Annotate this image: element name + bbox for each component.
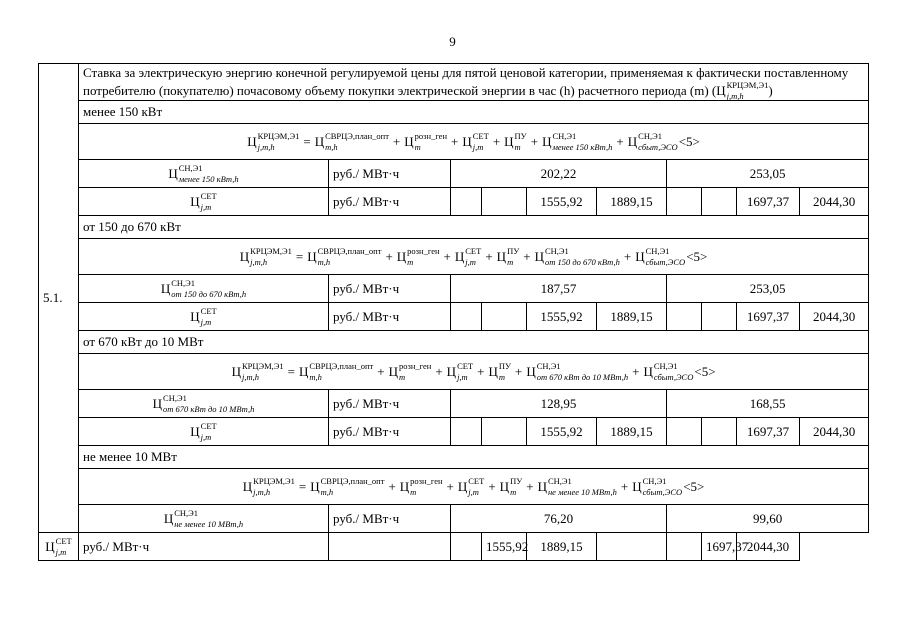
empty-cell (667, 418, 702, 446)
formula-term-4: Ц (496, 248, 507, 264)
formula-term-2: Ц (396, 248, 407, 264)
formula-term-3: Ц (454, 248, 465, 264)
formula-term-5: Ц (534, 248, 544, 264)
set-symbol-sup: СЕТ (55, 536, 72, 546)
set-value-2: 1889,15 (597, 418, 667, 446)
sn-symbol-sub: от 670 кВт до 10 МВт,h (163, 404, 255, 414)
formula-term-1-sub: m,h (317, 257, 331, 267)
set-symbol-sub: j,m (200, 317, 212, 327)
formula-term-2: Ц (399, 478, 410, 494)
formula-term-1: Ц (310, 478, 320, 494)
formula-term-6-sub: сбыт,ЭСО (645, 257, 686, 267)
formula-lhs-sub: j,m,h (250, 257, 268, 267)
formula-term-3-sup: СЕТ (457, 361, 474, 371)
formula-term-4: Ц (499, 478, 510, 494)
set-value-3: 1697,37 (737, 303, 800, 331)
formula-term-1-sub: m,h (320, 487, 334, 497)
formula-term-2-sup: розн_ген (407, 246, 440, 256)
formula-term-1-sup: СВРЦЭ,план_опт (325, 131, 389, 141)
formula-lhs-sup: КРЦЭМ,Э1 (250, 246, 292, 256)
sn-symbol (164, 509, 243, 528)
formula-term-5-sub: от 670 кВт до 10 МВт,h (536, 372, 629, 382)
sn-symbol-cell (79, 275, 329, 303)
formula-term-2-sup: розн_ген (398, 361, 432, 371)
set-value-3: 1697,37 (702, 533, 737, 561)
set-value-1: 1555,92 (527, 188, 597, 216)
set-symbol (45, 537, 71, 556)
tariff-table (38, 63, 869, 561)
formula-lhs-sup: КРЦЭМ,Э1 (257, 131, 300, 141)
empty-cell (482, 303, 527, 331)
empty-cell (667, 188, 702, 216)
empty-cell (597, 533, 667, 561)
formula-term-6-sup: СН,Э1 (638, 131, 662, 141)
formula-term-1-sub: m,h (309, 372, 322, 382)
formula-term-3: Ц (446, 363, 457, 379)
empty-cell (667, 533, 702, 561)
formula-footnote: <5> (694, 363, 716, 379)
formula-term-2: Ц (388, 363, 398, 379)
set-symbol-sub: j,m (200, 432, 212, 442)
formula-lhs-sup: КРЦЭМ,Э1 (241, 361, 284, 371)
title-symbol-sup: КРЦЭМ,Э1 (726, 80, 769, 90)
set-value-2: 1889,15 (597, 188, 667, 216)
formula-term-6-sub: сбыт,ЭСО (638, 142, 678, 152)
formula-term-1: Ц (314, 133, 325, 149)
formula-term-1-sup: СВРЦЭ,план_опт (320, 476, 385, 486)
formula-term-5-sup: СН,Э1 (547, 476, 572, 486)
sn-value-2: 99,60 (667, 505, 869, 533)
formula-term-5-sup: СН,Э1 (544, 246, 569, 256)
formula-term-3-sup: СЕТ (468, 476, 485, 486)
title-symbol-end: ) (768, 83, 773, 98)
empty-cell (451, 418, 482, 446)
sn-symbol-base: Ц (163, 510, 174, 526)
sn-symbol-base: Ц (160, 280, 171, 296)
empty-cell (702, 188, 737, 216)
unit-cell: руб./ МВт·ч (329, 275, 451, 303)
sn-symbol (168, 164, 238, 183)
section-title-symbol (712, 81, 773, 100)
formula-term-3: Ц (462, 133, 472, 149)
table-row (39, 390, 869, 418)
page-number: 9 (449, 34, 456, 49)
group-label: от 670 кВт до 10 МВт (79, 331, 869, 354)
formula-term-2-sub: m (414, 142, 421, 152)
set-value-3: 1697,37 (737, 418, 800, 446)
formula-term-4-sub: m (510, 487, 517, 497)
title-symbol-sub: j,m,h (726, 91, 744, 101)
formula-term-2-sub: m (407, 257, 414, 267)
unit-cell: руб./ МВт·ч (79, 533, 329, 561)
set-symbol (190, 422, 216, 441)
formula-term-1-sup: СВРЦЭ,план_опт (309, 361, 374, 371)
table-row (39, 160, 869, 188)
set-value-4: 2044,30 (737, 533, 800, 561)
set-value-1: 1555,92 (482, 533, 527, 561)
formula-term-5-sub: не менее 10 МВт,h (547, 487, 617, 497)
formula-term-3-sub: j,m (468, 487, 479, 497)
unit-cell: руб./ МВт·ч (329, 505, 451, 533)
empty-cell (702, 303, 737, 331)
set-symbol-cell (39, 533, 79, 561)
group-formula: Ц КРЦЭМ,Э1 j,m,h = Ц СВРЦЭ,план_опт m,h + Ц розн_ген m + Ц СЕТ j,m + Ц ПУ m + Ц СН,Э1 менее 150 кВт,h + Ц СН,Э1 сбыт,ЭСО <5> (79, 124, 869, 160)
formula-term-3-sub: j,m (465, 257, 476, 267)
sn-value-1: 128,95 (451, 390, 667, 418)
formula-term-5: Ц (526, 363, 536, 379)
table-row (39, 533, 869, 561)
set-value-4: 2044,30 (800, 188, 869, 216)
table-row (39, 418, 869, 446)
formula-term-3: Ц (457, 478, 468, 494)
empty-cell (451, 533, 482, 561)
formula-term-3-sub: j,m (472, 142, 484, 152)
set-symbol-cell (79, 188, 329, 216)
formula-lhs: Ц (231, 363, 241, 379)
formula-term-5-sup: СН,Э1 (536, 361, 561, 371)
formula-term-6: Ц (627, 133, 638, 149)
sn-value-1: 187,57 (451, 275, 667, 303)
formula-term-3-sub: j,m (457, 372, 468, 382)
formula-term-4: Ц (504, 133, 514, 149)
formula-lhs-sub: j,m,h (257, 142, 275, 152)
group-label: не менее 10 МВт (79, 446, 869, 469)
sn-value-1: 76,20 (451, 505, 667, 533)
sn-value-2: 253,05 (667, 160, 869, 188)
set-value-2: 1889,15 (597, 303, 667, 331)
group-label: менее 150 кВт (79, 101, 869, 124)
section-title-text: Ставка за электрическую энергию конечной регулируемой цены для пятой ценовой категории, применяемая к фактически поставленному потребителю (покупателю) почасовому объему покупки электрической энергии в час (h) расчетного периода (m) (83, 65, 849, 98)
sn-symbol (153, 394, 255, 413)
sn-symbol-cell (79, 160, 329, 188)
formula-term-6: Ц (632, 478, 642, 494)
formula-lhs-sub: j,m,h (241, 372, 259, 382)
formula-term-4-sup: ПУ (510, 476, 523, 486)
sn-value-2: 253,05 (667, 275, 869, 303)
sn-symbol-sup: СН,Э1 (178, 163, 203, 173)
formula-term-5-sub: менее 150 кВт,h (552, 142, 613, 152)
set-value-2: 1889,15 (527, 533, 597, 561)
set-symbol-cell (79, 418, 329, 446)
set-value-1: 1555,92 (527, 303, 597, 331)
formula-footnote: <5> (678, 133, 700, 149)
table-row (39, 505, 869, 533)
table-row (39, 303, 869, 331)
formula-term-4: Ц (488, 363, 498, 379)
set-symbol (190, 307, 216, 326)
set-symbol-cell (79, 303, 329, 331)
empty-cell (329, 533, 451, 561)
empty-cell (667, 303, 702, 331)
group-formula: Ц КРЦЭМ,Э1 j,m,h = Ц СВРЦЭ,план_опт m,h + Ц розн_ген m + Ц СЕТ j,m + Ц ПУ m + Ц СН,Э1 от 670 кВт до 10 МВт,h + Ц СН,Э1 сбыт,ЭСО <5> (79, 354, 869, 390)
formula-term-6-sup: СН,Э1 (645, 246, 670, 256)
formula-term-4-sub: m (514, 142, 521, 152)
set-symbol (190, 192, 216, 211)
formula-lhs-sup: КРЦЭМ,Э1 (253, 476, 295, 486)
sn-value-1: 202,22 (451, 160, 667, 188)
table-row (39, 275, 869, 303)
formula-footnote: <5> (686, 248, 708, 264)
formula-lhs-sub: j,m,h (253, 487, 271, 497)
sn-symbol-cell (79, 390, 329, 418)
sn-symbol-sub: от 150 до 670 кВт,h (171, 289, 247, 299)
formula-term-2: Ц (404, 133, 414, 149)
formula-term-5-sup: СН,Э1 (552, 131, 577, 141)
table-row (39, 188, 869, 216)
group-label: от 150 до 670 кВт (79, 216, 869, 239)
formula-term-6-sup: СН,Э1 (642, 476, 667, 486)
formula-term-1: Ц (299, 363, 309, 379)
sn-symbol (161, 279, 246, 298)
formula-term-4-sup: ПУ (514, 131, 527, 141)
empty-cell (482, 418, 527, 446)
formula-term-3-sup: СЕТ (465, 246, 482, 256)
sn-symbol-sub: не менее 10 МВт,h (174, 519, 244, 529)
formula-lhs: Ц (242, 478, 253, 494)
set-symbol-sup: СЕТ (200, 306, 217, 316)
formula-lhs: Ц (247, 133, 257, 149)
formula-lhs: Ц (239, 248, 250, 264)
formula-term-2-sub: m (410, 487, 417, 497)
formula-term-1-sub: m,h (325, 142, 338, 152)
sn-symbol-base: Ц (168, 165, 178, 181)
group-formula: Ц КРЦЭМ,Э1 j,m,h = Ц СВРЦЭ,план_опт m,h + Ц розн_ген m + Ц СЕТ j,m + Ц ПУ m + Ц СН,Э1 не менее 10 МВт,h + Ц СН,Э1 сбыт,ЭСО <5> (79, 469, 869, 505)
section-number: 5.1. (39, 64, 79, 533)
empty-cell (482, 188, 527, 216)
title-symbol-base: (Ц (711, 83, 726, 98)
empty-cell (702, 418, 737, 446)
formula-term-5: Ц (542, 133, 552, 149)
set-symbol-sub: j,m (200, 202, 212, 212)
set-symbol-sup: СЕТ (200, 421, 217, 431)
sn-symbol-base: Ц (152, 395, 163, 411)
formula-term-6: Ц (643, 363, 653, 379)
unit-cell: руб./ МВт·ч (329, 188, 451, 216)
set-symbol-sub: j,m (55, 547, 67, 557)
set-value-3: 1697,37 (737, 188, 800, 216)
formula-term-2-sub: m (398, 372, 406, 382)
set-value-1: 1555,92 (527, 418, 597, 446)
empty-cell (451, 188, 482, 216)
formula-term-4-sub: m (498, 372, 505, 382)
group-formula: Ц КРЦЭМ,Э1 j,m,h = Ц СВРЦЭ,план_опт m,h + Ц розн_ген m + Ц СЕТ j,m + Ц ПУ m + Ц СН,Э1 от 150 до 670 кВт,h + Ц СН,Э1 сбыт,ЭСО <5> (79, 239, 869, 275)
formula-term-5: Ц (537, 478, 547, 494)
formula-term-4-sub: m (507, 257, 514, 267)
formula-term-1: Ц (307, 248, 317, 264)
sn-symbol-cell (79, 505, 329, 533)
set-symbol-base: Ц (190, 193, 200, 209)
unit-cell: руб./ МВт·ч (329, 160, 451, 188)
set-symbol-base: Ц (190, 308, 200, 324)
unit-cell: руб./ МВт·ч (329, 303, 451, 331)
set-symbol-base: Ц (190, 423, 200, 439)
section-title (79, 64, 869, 101)
formula-term-6-sub: сбыт,ЭСО (642, 487, 683, 497)
formula-term-4-sup: ПУ (507, 246, 520, 256)
formula-term-6: Ц (635, 248, 645, 264)
formula-term-5-sub: от 150 до 670 кВт,h (544, 257, 620, 267)
formula-term-4-sup: ПУ (498, 361, 512, 371)
formula-term-2-sup: розн_ген (414, 131, 448, 141)
sn-value-2: 168,55 (667, 390, 869, 418)
empty-cell (451, 303, 482, 331)
formula-term-2-sup: розн_ген (410, 476, 443, 486)
set-value-4: 2044,30 (800, 418, 869, 446)
formula-term-6-sup: СН,Э1 (653, 361, 678, 371)
set-symbol-sup: СЕТ (200, 191, 217, 201)
sn-symbol-sup: СН,Э1 (174, 508, 199, 518)
sn-symbol-sub: менее 150 кВт,h (178, 174, 239, 184)
formula-term-6-sub: сбыт,ЭСО (653, 372, 694, 382)
sn-symbol-sup: СН,Э1 (171, 278, 196, 288)
formula-footnote: <5> (683, 478, 705, 494)
sn-symbol-sup: СН,Э1 (163, 393, 187, 403)
set-value-4: 2044,30 (800, 303, 869, 331)
set-symbol-base: Ц (45, 538, 55, 554)
unit-cell: руб./ МВт·ч (329, 418, 451, 446)
formula-term-1-sup: СВРЦЭ,план_опт (317, 246, 382, 256)
formula-term-3-sup: СЕТ (472, 131, 489, 141)
unit-cell: руб./ МВт·ч (329, 390, 451, 418)
